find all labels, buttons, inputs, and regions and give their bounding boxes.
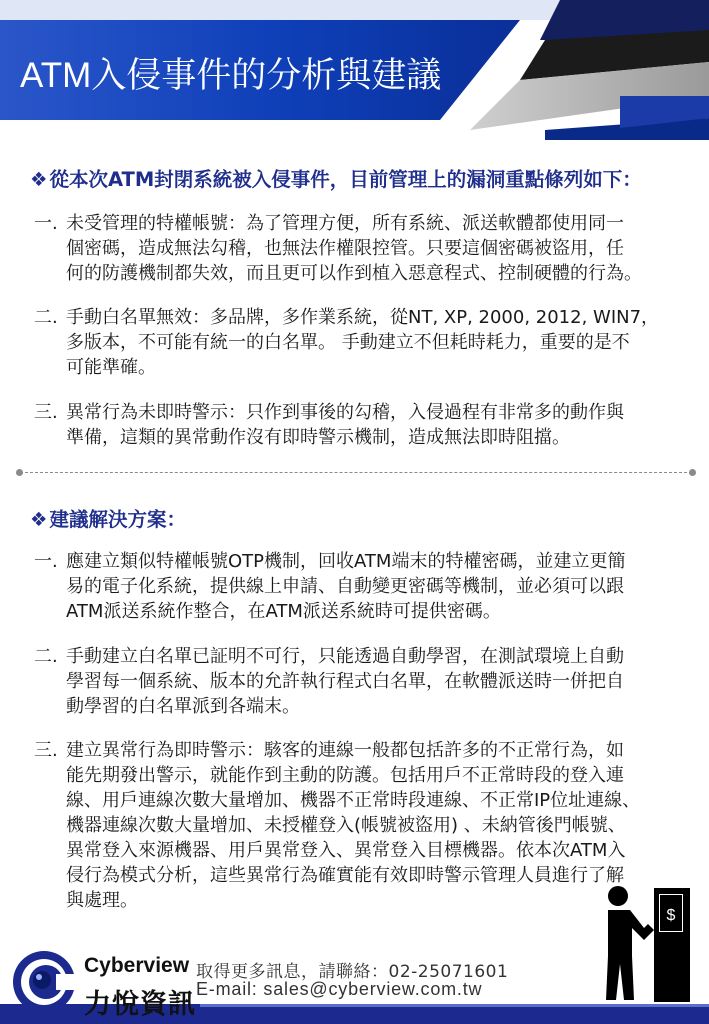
item-number: 二.: [34, 646, 58, 667]
item-line: 可能準確。: [66, 357, 156, 378]
item-line: 建立異常行為即時警示：駭客的連線一般都包括許多的不正常行為，如: [66, 740, 624, 761]
item-number: 一.: [34, 213, 58, 234]
item-number: 三.: [34, 402, 58, 423]
item-line: 應建立類似特權帳號OTP機制，回收ATM端末的特權密碼，並建立更簡: [66, 551, 626, 572]
page-title: ATM入侵事件的分析與建議: [20, 56, 442, 95]
item-line: 多版本，不可能有統一的白名單。 手動建立不但耗時耗力，重要的是不: [66, 332, 630, 353]
item-line: 動學習的白名單派到各端末。: [66, 696, 300, 717]
item-line: 手動建立白名單已証明不可行，只能透過自動學習，在測試環境上自動: [66, 646, 624, 667]
item-line: 異常行為未即時警示：只作到事後的勾稽，入侵過程有非常多的動作與: [66, 402, 624, 423]
solution-item-1: [34, 549, 694, 624]
contact-email[interactable]: E-mail: sales@cyberview.com.tw: [196, 979, 483, 999]
item-line: 未受管理的特權帳號：為了管理方便，所有系統、派送軟體都使用同一: [66, 213, 624, 234]
item-line: 何的防護機制都失效，而且更可以作到植入惡意程式、控制硬體的行為。: [66, 263, 642, 284]
item-line: 與處理。: [66, 890, 138, 911]
item-line: 侵行為模式分析，這些異常行為確實能有效即時警示管理人員進行了解: [66, 865, 624, 886]
item-line: 能先期發出警示，就能作到主動的防護。包括用戶不正常時段的登入連: [66, 765, 624, 786]
item-line: 易的電子化系統，提供線上申請、自動變更密碼等機制，並必須可以跟: [66, 576, 624, 597]
item-line: 學習每一個系統、版本的允許執行程式白名單，在軟體派送時一併把自: [66, 671, 624, 692]
item-number: 三.: [34, 740, 58, 761]
diamond-bullet-icon: ❖: [30, 508, 48, 531]
atm-dollar-sign: $: [666, 907, 676, 924]
issue-item-2: [34, 305, 694, 380]
item-line: 準備，這類的異常動作沒有即時警示機制，造成無法即時阻擋。: [66, 427, 570, 448]
issue-item-3: [34, 400, 694, 450]
item-line: 機器連線次數大量增加、未授權登入(帳號被盜用) 、未納管後門帳號、: [66, 815, 626, 836]
section-heading-text: 建議解決方案：: [49, 508, 186, 531]
item-line: ATM派送系統作整合，在ATM派送系統時可提供密碼。: [66, 601, 501, 622]
person-at-atm-icon: [604, 884, 692, 1002]
section-heading-issues: [30, 164, 642, 192]
solution-item-3: [34, 738, 694, 913]
section-heading-text: 從本次ATM封閉系統被入侵事件，目前管理上的漏洞重點條列如下：: [49, 168, 642, 191]
contact-phone: 取得更多訊息，請聯絡：02-25071601: [196, 962, 509, 982]
section-heading-solutions: [30, 504, 186, 532]
divider-dot: [16, 469, 23, 476]
brand-name-english: Cyberview: [84, 954, 190, 977]
item-number: 一.: [34, 551, 58, 572]
solution-item-2: [34, 644, 694, 719]
issue-item-1: [34, 211, 694, 286]
diamond-bullet-icon: ❖: [30, 168, 48, 191]
cyberview-logo-icon: [12, 950, 76, 1014]
item-line: 線、用戶連線次數大量增加、機器不正常時段連線、不正常IP位址連線、: [66, 790, 641, 811]
brand-name-chinese: 力悅資訊: [84, 989, 196, 1020]
item-number: 二.: [34, 307, 58, 328]
item-line: 個密碼，造成無法勾稽，也無法作權限控管。只要這個密碼被盜用，任: [66, 238, 624, 259]
section-divider: [20, 472, 692, 473]
item-line: 手動白名單無效：多品牌，多作業系統，從NT, XP, 2000, 2012, WIN7，: [66, 307, 660, 328]
divider-dot: [689, 469, 696, 476]
header-banner: [0, 0, 709, 150]
item-line: 異常登入來源機器、用戶異常登入、異常登入目標機器。依本次ATM入: [66, 840, 626, 861]
